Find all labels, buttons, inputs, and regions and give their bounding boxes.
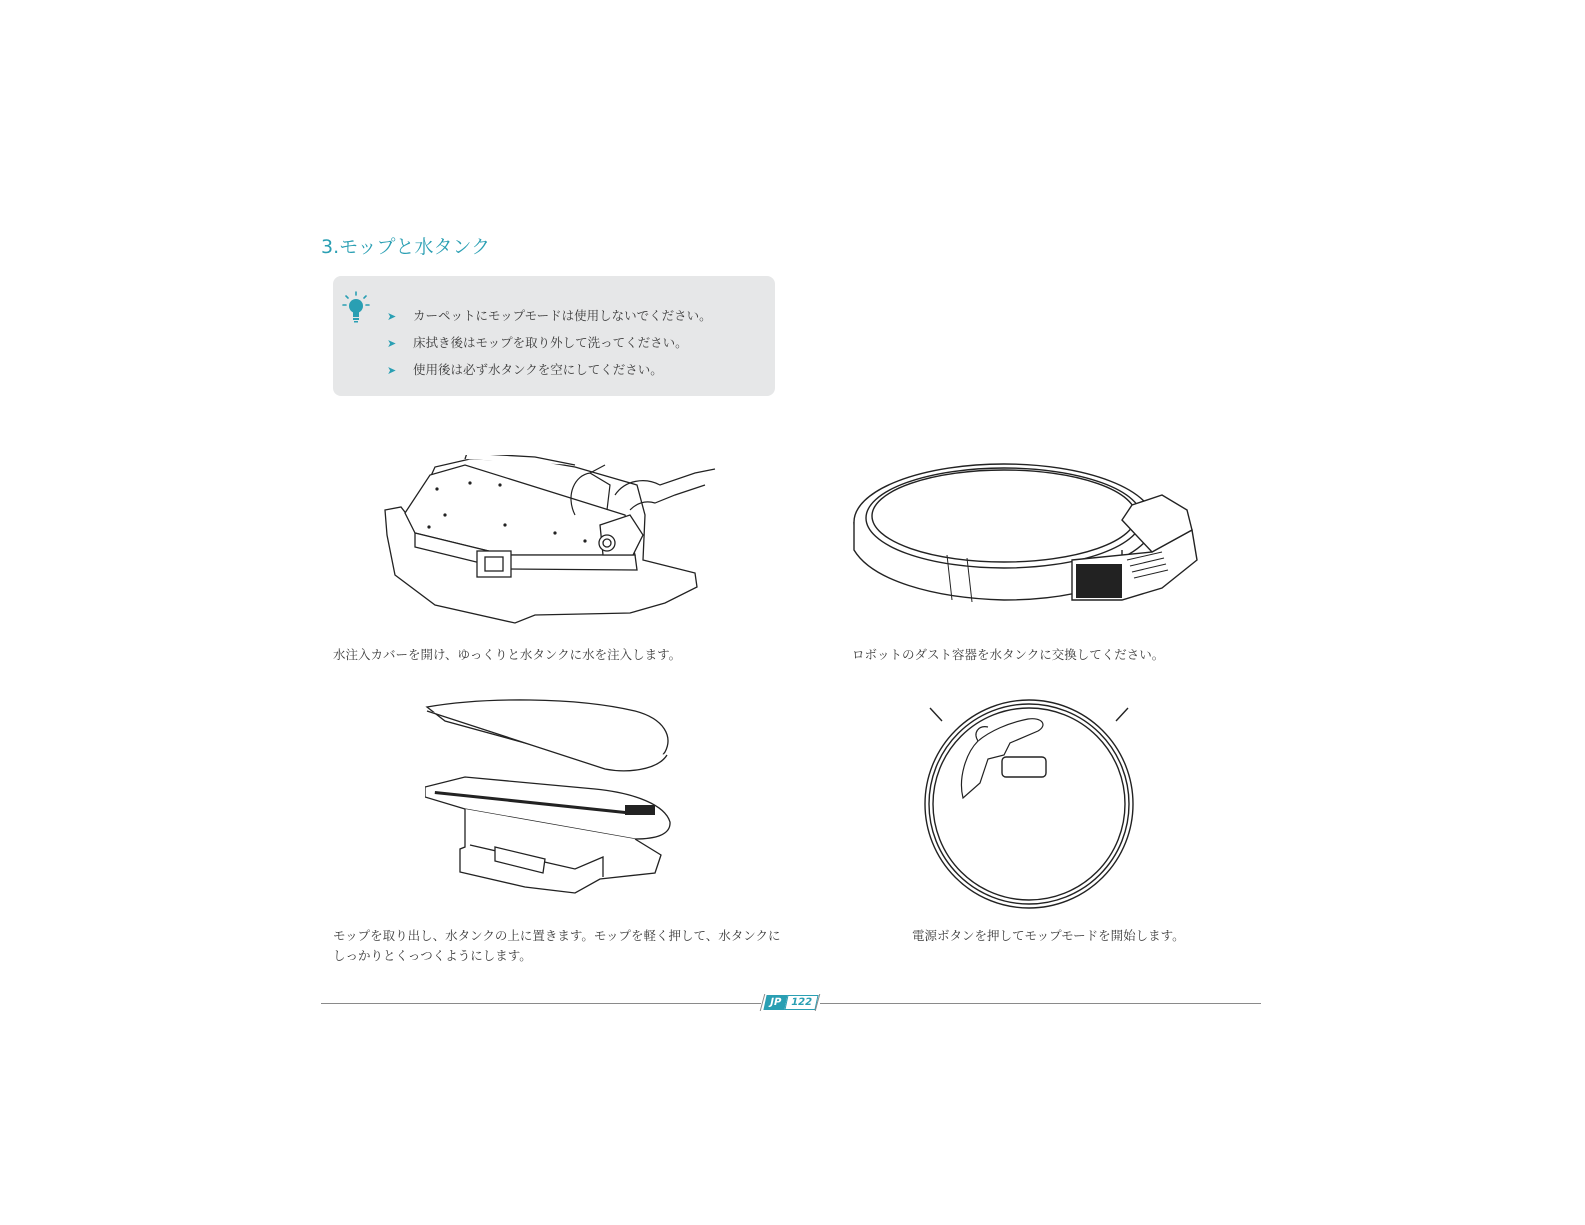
power-button-press-illustration bbox=[918, 693, 1140, 915]
footer-rule bbox=[820, 1003, 1261, 1004]
tip-item: ➤ 床拭き後はモップを取り外して洗ってください。 bbox=[387, 335, 688, 350]
language-label: JP bbox=[763, 995, 787, 1010]
tip-box bbox=[333, 276, 775, 396]
arrow-bullet-icon: ➤ bbox=[387, 337, 397, 350]
step-caption: 電源ボタンを押してモップモードを開始します。 bbox=[912, 928, 1185, 943]
page-number: 122 bbox=[784, 995, 818, 1010]
section-title: 3.モップと水タンク bbox=[321, 236, 491, 258]
step-caption: しっかりとくっつくようにします。 bbox=[333, 948, 532, 963]
robot-tank-swap-illustration bbox=[852, 460, 1204, 610]
arrow-bullet-icon: ➤ bbox=[387, 364, 397, 377]
water-tank-fill-illustration bbox=[375, 455, 720, 630]
footer-rule bbox=[321, 1003, 761, 1004]
lightbulb-icon bbox=[342, 290, 370, 324]
step-caption: ロボットのダスト容器を水タンクに交換してください。 bbox=[852, 647, 1165, 662]
step-caption: 水注入カバーを開け、ゆっくりと水タンクに水を注入します。 bbox=[333, 647, 682, 662]
tip-item: ➤ カーペットにモップモードは使用しないでください。 bbox=[387, 308, 712, 323]
tip-item: ➤ 使用後は必ず水タンクを空にしてください。 bbox=[387, 362, 663, 377]
mop-attach-illustration bbox=[425, 697, 675, 907]
arrow-bullet-icon: ➤ bbox=[387, 310, 397, 323]
page-number-badge bbox=[765, 995, 817, 1010]
step-caption: モップを取り出し、水タンクの上に置きます。モップを軽く押して、水タンクに bbox=[333, 928, 781, 943]
